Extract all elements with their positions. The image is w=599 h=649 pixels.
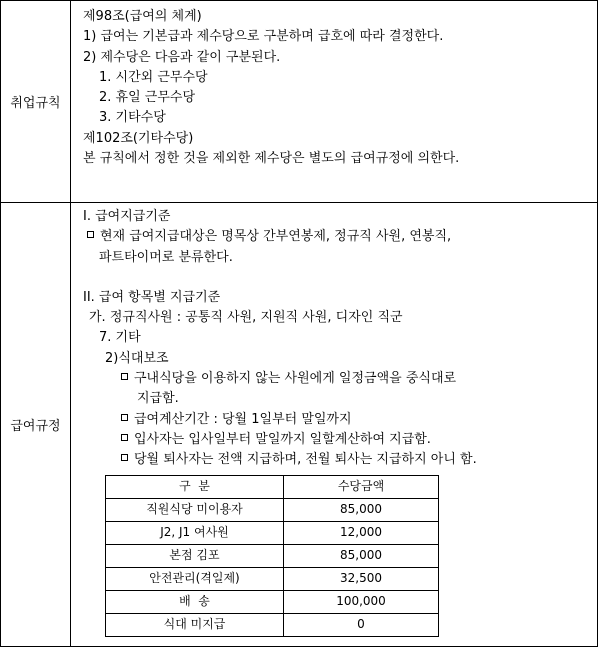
sub-2-meal: 2)식대보조 [105,350,169,366]
row-category: 배 송 [106,590,284,613]
section1-item: 현재 급여지급대상은 명목상 간부연봉제, 정규직 사원, 연봉직, [83,227,593,247]
row-amount: 32,500 [284,567,439,590]
rules-line-1: 1) 급여는 기본급과 제수당으로 구분하며 급호에 따라 결정한다. [83,29,444,45]
meal-bullet-3: 입사자는 입사일부터 말일까지 일할계산하여 지급함. [83,430,593,450]
section1-title: I. 급여지급기준 [83,209,171,224]
rules-label: 취업규칙 [1,1,71,203]
table-row [106,567,439,590]
pay-row [1,203,598,647]
header-category: 구 분 [106,475,284,498]
meal-bullet-1-cont: 지급함. [137,391,179,407]
row-amount: 100,000 [284,590,439,613]
sub-a: 가. 정규직사원 : 공통직 사원, 지원직 사원, 디자인 직군 [89,310,403,326]
row-amount: 12,000 [284,521,439,544]
rules-item-1: 1. 시간외 근무수당 [99,69,208,85]
spacer [83,268,593,288]
meal-allowance-table [105,475,439,637]
row-category: J2, J1 여사원 [106,521,284,544]
pay-content [71,203,597,637]
square-bullet-icon [121,454,128,461]
row-amount: 85,000 [284,544,439,567]
square-bullet-icon [121,414,128,421]
rules-content [71,1,597,169]
meal-bullet-1: 구내식당을 이용하지 않는 사원에게 일정금액을 중식대로 [83,369,593,389]
row-amount: 85,000 [284,498,439,521]
rules-row [1,1,598,203]
rules-content-cell [71,1,598,203]
meal-bullet-2: 급여계산기간 : 당월 1일부터 말일까지 [83,410,593,430]
square-bullet-icon [121,373,128,380]
row-category: 안전관리(격일제) [106,567,284,590]
section2-title: II. 급여 항목별 지급기준 [83,289,221,305]
square-bullet-icon [87,231,94,238]
header-amount: 수당금액 [284,475,439,498]
rules-item-3: 3. 기타수당 [99,110,166,126]
rules-item-2: 2. 휴일 근무수당 [99,90,196,106]
row-category: 식대 미지급 [106,613,284,636]
table-row [106,590,439,613]
row-category: 직원식당 미이용자 [106,498,284,521]
table-row [106,498,439,521]
square-bullet-icon [121,434,128,441]
article-102-title: 제102조(기타수당) [83,130,194,146]
pay-label: 급여규정 [1,203,71,647]
rules-line-2: 2) 제수당은 다음과 같이 구분된다. [83,49,281,65]
sub-7: 7. 기타 [99,330,141,346]
meal-bullet-4: 당월 퇴사자는 전액 지급하며, 전월 퇴사는 지급하지 아니 함. [83,450,593,470]
row-category: 본점 김포 [106,544,284,567]
section1-item-cont: 파트타이머로 분류한다. [99,249,233,265]
table-row [106,544,439,567]
row-amount: 0 [284,613,439,636]
table-header-row [106,475,439,498]
table-row [106,613,439,636]
table-row [106,521,439,544]
pay-content-cell [71,203,598,647]
article-98-title: 제98조(급여의 체계) [83,9,202,24]
rules-line-7: 본 규칙에서 정한 것을 제외한 제수당은 별도의 급여규정에 의한다. [83,151,460,167]
